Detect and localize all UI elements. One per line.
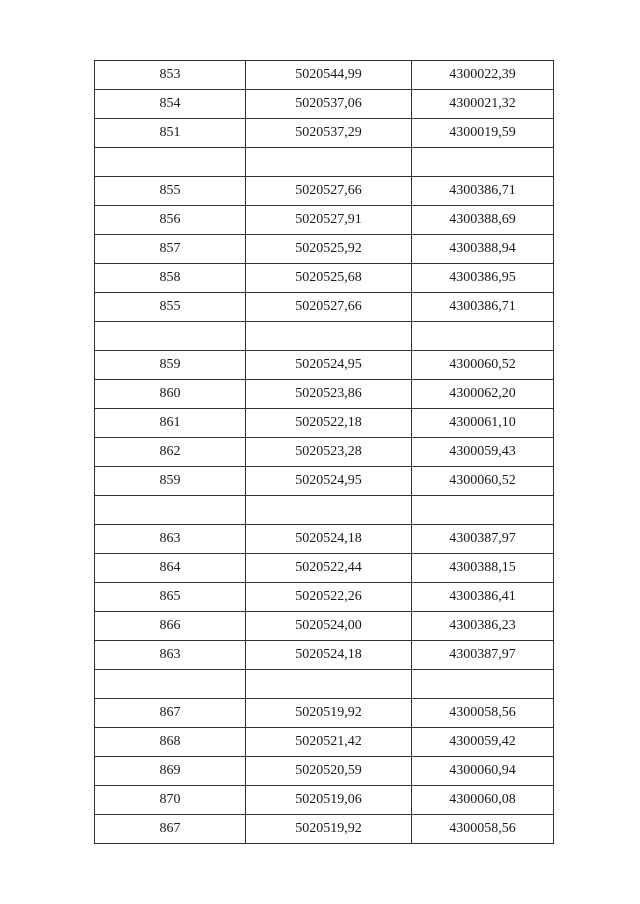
table-row [95, 699, 554, 728]
x-coordinate-cell: 5020521,42 [246, 728, 412, 757]
table-row [95, 293, 554, 322]
x-coordinate-cell: 5020519,06 [246, 786, 412, 815]
table-row [95, 583, 554, 612]
y-coordinate-cell: 4300061,10 [412, 409, 554, 438]
point-number-cell: 870 [95, 786, 246, 815]
y-coordinate-cell: 4300387,97 [412, 641, 554, 670]
point-number-cell: 855 [95, 177, 246, 206]
y-coordinate-cell: 4300059,42 [412, 728, 554, 757]
x-coordinate-cell: 5020524,00 [246, 612, 412, 641]
y-coordinate-cell: 4300058,56 [412, 699, 554, 728]
point-number-cell: 865 [95, 583, 246, 612]
point-number-cell: 867 [95, 699, 246, 728]
point-number-cell [95, 496, 246, 525]
y-coordinate-cell: 4300386,95 [412, 264, 554, 293]
point-number-cell: 863 [95, 641, 246, 670]
y-coordinate-cell: 4300021,32 [412, 90, 554, 119]
table-row [95, 177, 554, 206]
table-row [95, 438, 554, 467]
table-row [95, 554, 554, 583]
point-number-cell: 861 [95, 409, 246, 438]
point-number-cell: 867 [95, 815, 246, 844]
table-row [95, 235, 554, 264]
point-number-cell: 857 [95, 235, 246, 264]
y-coordinate-cell [412, 322, 554, 351]
point-number-cell: 860 [95, 380, 246, 409]
y-coordinate-cell: 4300060,08 [412, 786, 554, 815]
table-row [95, 757, 554, 786]
y-coordinate-cell: 4300062,20 [412, 380, 554, 409]
separator-row [95, 496, 554, 525]
y-coordinate-cell: 4300059,43 [412, 438, 554, 467]
x-coordinate-cell: 5020522,18 [246, 409, 412, 438]
y-coordinate-cell: 4300022,39 [412, 61, 554, 90]
x-coordinate-cell: 5020537,06 [246, 90, 412, 119]
x-coordinate-cell: 5020524,18 [246, 641, 412, 670]
point-number-cell: 869 [95, 757, 246, 786]
x-coordinate-cell: 5020519,92 [246, 699, 412, 728]
point-number-cell: 868 [95, 728, 246, 757]
point-number-cell: 858 [95, 264, 246, 293]
table-row [95, 815, 554, 844]
coordinates-table [94, 60, 554, 844]
y-coordinate-cell [412, 670, 554, 699]
point-number-cell: 859 [95, 351, 246, 380]
point-number-cell: 854 [95, 90, 246, 119]
point-number-cell: 864 [95, 554, 246, 583]
y-coordinate-cell: 4300386,23 [412, 612, 554, 641]
separator-row [95, 322, 554, 351]
x-coordinate-cell: 5020522,26 [246, 583, 412, 612]
x-coordinate-cell: 5020527,91 [246, 206, 412, 235]
y-coordinate-cell: 4300387,97 [412, 525, 554, 554]
x-coordinate-cell [246, 670, 412, 699]
point-number-cell: 855 [95, 293, 246, 322]
table-row [95, 119, 554, 148]
x-coordinate-cell: 5020537,29 [246, 119, 412, 148]
x-coordinate-cell: 5020520,59 [246, 757, 412, 786]
point-number-cell [95, 148, 246, 177]
y-coordinate-cell: 4300060,52 [412, 467, 554, 496]
x-coordinate-cell [246, 496, 412, 525]
table-row [95, 728, 554, 757]
x-coordinate-cell: 5020525,68 [246, 264, 412, 293]
point-number-cell: 851 [95, 119, 246, 148]
y-coordinate-cell [412, 148, 554, 177]
x-coordinate-cell: 5020524,95 [246, 351, 412, 380]
table-row [95, 206, 554, 235]
separator-row [95, 148, 554, 177]
x-coordinate-cell: 5020525,92 [246, 235, 412, 264]
y-coordinate-cell: 4300060,52 [412, 351, 554, 380]
table-row [95, 380, 554, 409]
y-coordinate-cell: 4300386,71 [412, 177, 554, 206]
table-row [95, 90, 554, 119]
x-coordinate-cell [246, 148, 412, 177]
table-row [95, 61, 554, 90]
y-coordinate-cell: 4300019,59 [412, 119, 554, 148]
y-coordinate-cell: 4300058,56 [412, 815, 554, 844]
x-coordinate-cell: 5020523,86 [246, 380, 412, 409]
y-coordinate-cell [412, 496, 554, 525]
point-number-cell: 853 [95, 61, 246, 90]
x-coordinate-cell: 5020522,44 [246, 554, 412, 583]
coordinates-table-body [95, 61, 554, 844]
x-coordinate-cell: 5020524,18 [246, 525, 412, 554]
table-row [95, 786, 554, 815]
point-number-cell: 859 [95, 467, 246, 496]
table-row [95, 641, 554, 670]
point-number-cell [95, 322, 246, 351]
x-coordinate-cell [246, 322, 412, 351]
table-row [95, 264, 554, 293]
point-number-cell: 856 [95, 206, 246, 235]
x-coordinate-cell: 5020544,99 [246, 61, 412, 90]
y-coordinate-cell: 4300388,69 [412, 206, 554, 235]
point-number-cell [95, 670, 246, 699]
y-coordinate-cell: 4300060,94 [412, 757, 554, 786]
point-number-cell: 863 [95, 525, 246, 554]
table-row [95, 525, 554, 554]
table-row [95, 351, 554, 380]
point-number-cell: 866 [95, 612, 246, 641]
point-number-cell: 862 [95, 438, 246, 467]
x-coordinate-cell: 5020524,95 [246, 467, 412, 496]
separator-row [95, 670, 554, 699]
y-coordinate-cell: 4300386,71 [412, 293, 554, 322]
table-row [95, 467, 554, 496]
y-coordinate-cell: 4300388,94 [412, 235, 554, 264]
y-coordinate-cell: 4300386,41 [412, 583, 554, 612]
table-row [95, 612, 554, 641]
x-coordinate-cell: 5020519,92 [246, 815, 412, 844]
x-coordinate-cell: 5020523,28 [246, 438, 412, 467]
table-row [95, 409, 554, 438]
y-coordinate-cell: 4300388,15 [412, 554, 554, 583]
x-coordinate-cell: 5020527,66 [246, 177, 412, 206]
x-coordinate-cell: 5020527,66 [246, 293, 412, 322]
